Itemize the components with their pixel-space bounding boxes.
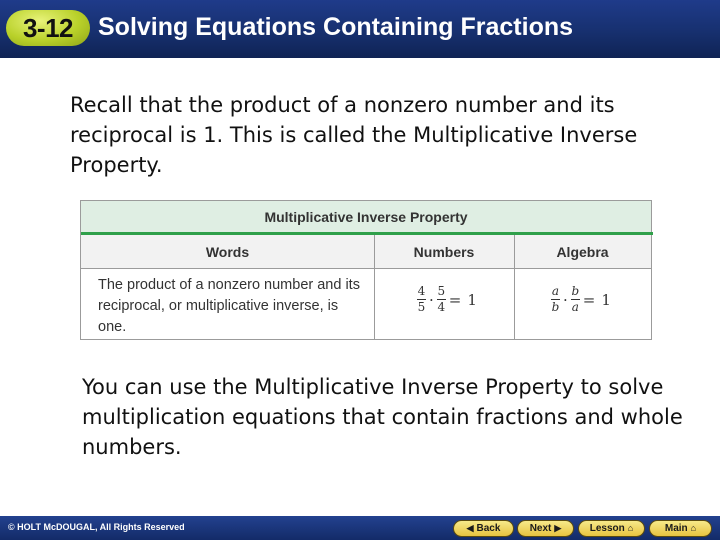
result: 1	[601, 290, 611, 309]
header-algebra: Algebra	[556, 244, 609, 260]
lesson-title: Solving Equations Containing Fractions	[98, 13, 574, 41]
lesson-number-badge: 3-12	[6, 10, 90, 46]
column-divider	[374, 235, 375, 340]
usage-paragraph: You can use the Multiplicative Inverse Property to solve multiplication equations that contain fractions and whole numbers.	[82, 375, 683, 459]
header-words: Words	[205, 244, 250, 260]
home-icon: ⌂	[627, 523, 634, 533]
dot-operator: ·	[429, 290, 434, 309]
numbers-formula	[417, 285, 480, 314]
denominator: b	[551, 300, 560, 314]
chevron-right-icon: ▶	[554, 523, 562, 533]
dot-operator: ·	[563, 290, 568, 309]
main-label: Main	[664, 523, 688, 534]
fraction	[571, 285, 580, 314]
main-button[interactable]	[649, 520, 712, 537]
numerator: b	[571, 284, 580, 298]
numerator: a	[551, 284, 560, 298]
intro-paragraph: Recall that the product of a nonzero number and its reciprocal is 1. This is called the Multiplicative Inverse Property.	[70, 93, 638, 177]
multiplicative-inverse-table	[80, 200, 652, 340]
column-divider	[514, 235, 515, 340]
algebra-formula	[551, 285, 614, 314]
denominator: 4	[437, 300, 446, 314]
fraction	[417, 285, 426, 314]
footer-bar	[0, 516, 720, 540]
denominator: a	[571, 300, 579, 314]
back-label: Back	[476, 523, 501, 534]
equals-sign: =	[448, 290, 462, 309]
next-label: Next	[529, 523, 552, 534]
header-bar	[0, 0, 720, 58]
header-numbers: Numbers	[413, 244, 475, 260]
numerator: 4	[417, 284, 426, 298]
next-button[interactable]	[517, 520, 574, 537]
table-title: Multiplicative Inverse Property	[81, 201, 651, 232]
home-icon: ⌂	[690, 523, 697, 533]
denominator: 5	[417, 300, 426, 314]
table-header-row	[81, 235, 651, 269]
copyright-text: © HOLT McDOUGAL, All Rights Reserved	[8, 522, 185, 532]
equals-sign: =	[582, 290, 596, 309]
numerator: 5	[437, 284, 446, 298]
lesson-button[interactable]	[578, 520, 645, 537]
words-cell: The product of a nonzero number and its reciprocal, or multiplicative inverse, is one.	[98, 277, 360, 335]
lesson-label: Lesson	[589, 523, 625, 534]
fraction	[551, 285, 560, 314]
chevron-left-icon: ◀	[466, 523, 474, 533]
back-button[interactable]	[453, 520, 514, 537]
fraction	[437, 285, 446, 314]
result: 1	[467, 290, 477, 309]
